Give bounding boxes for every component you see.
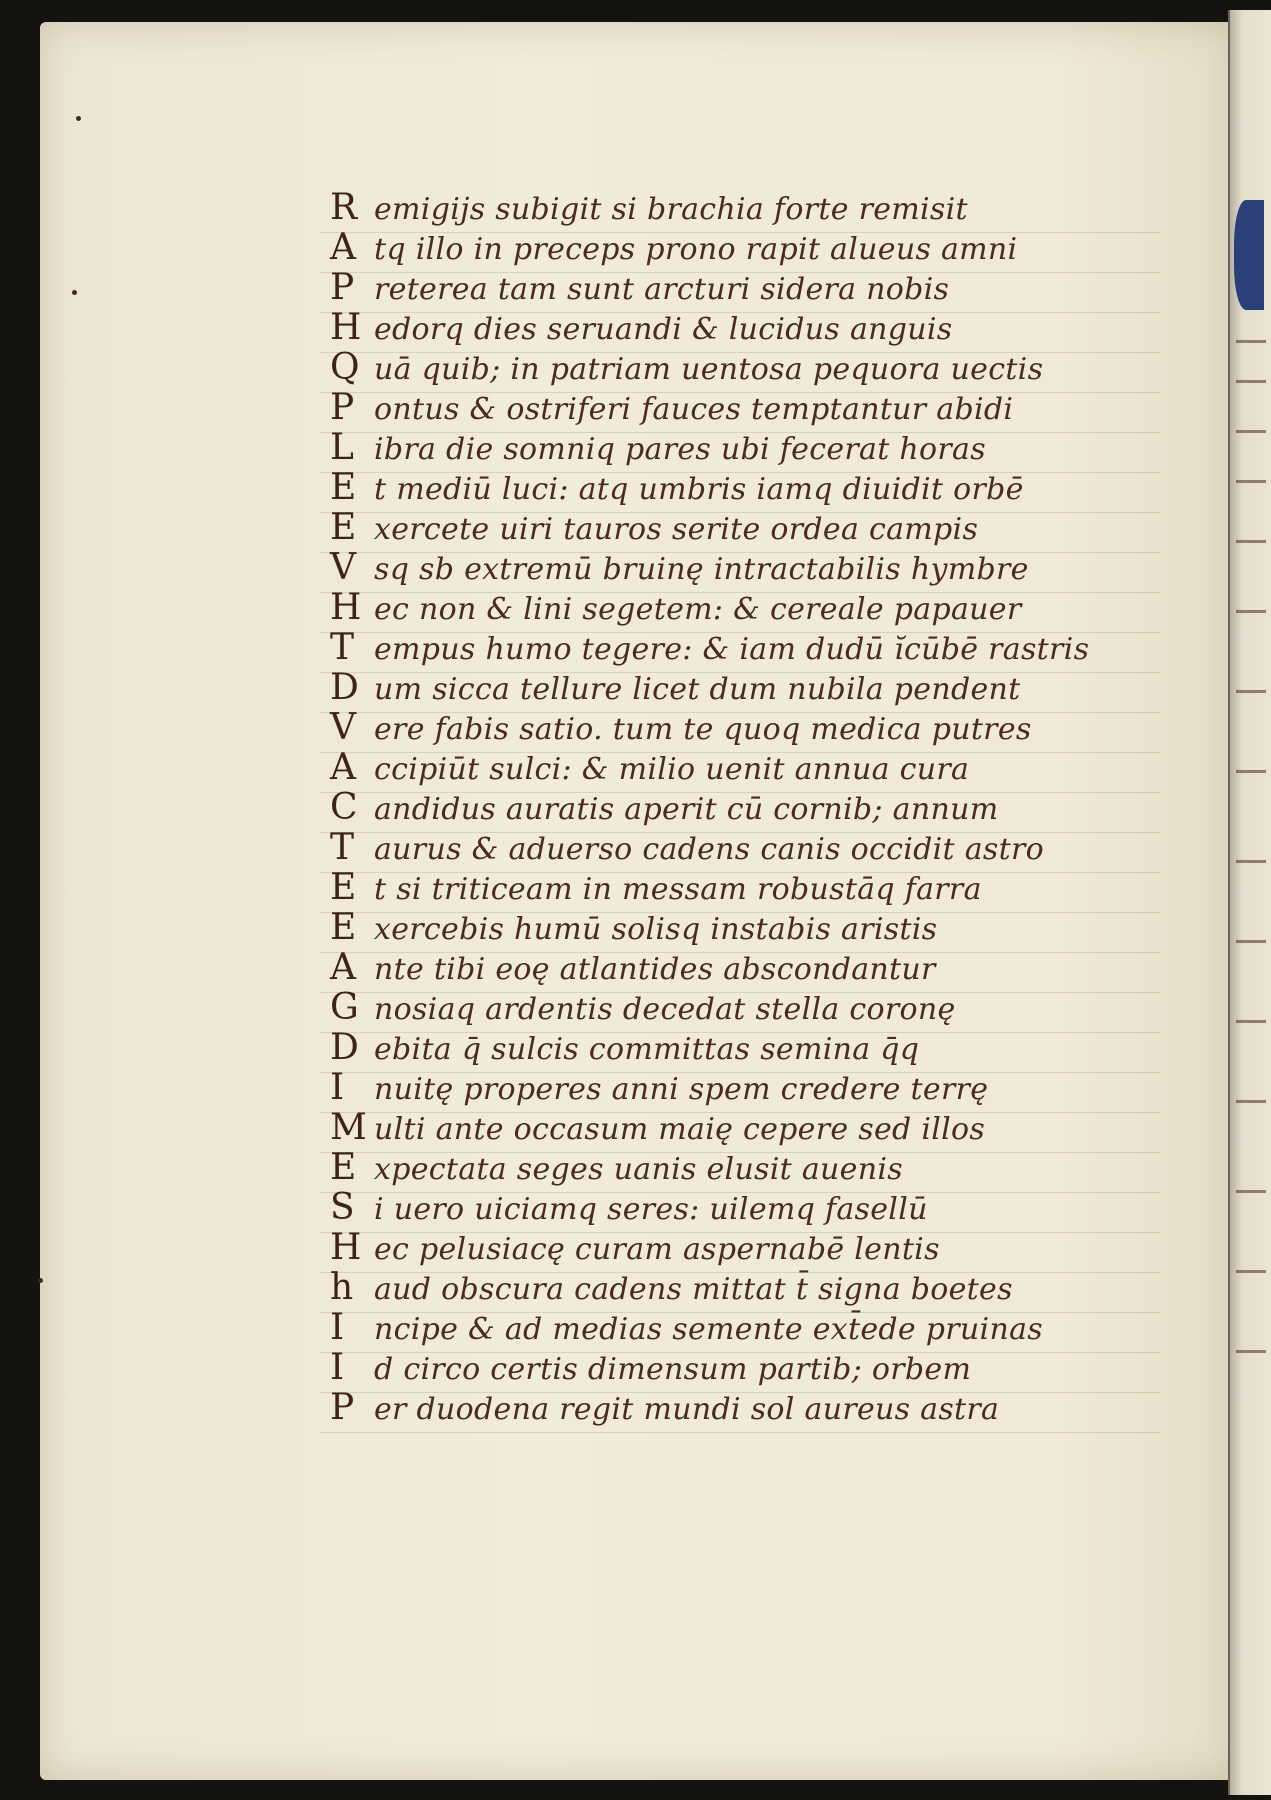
- verse-line: [330, 1108, 1210, 1148]
- verse-text: aurus & aduerso cadens canis occidit astro: [374, 832, 1044, 867]
- verse-initial: I: [330, 1307, 345, 1348]
- verse-line: [330, 988, 1210, 1028]
- verse-initial: h: [330, 1267, 354, 1308]
- verse-initial: R: [330, 187, 358, 228]
- verse-initial: T: [330, 827, 355, 868]
- verse-initial: I: [330, 1347, 345, 1388]
- verse-text: um sicca tellure licet dum nubila pendent: [374, 672, 1021, 707]
- verse-line: [330, 348, 1210, 388]
- verse-text: ebita q̄ sulcis committas semina q̄q: [374, 1032, 920, 1067]
- verse-line: [330, 1268, 1210, 1308]
- verse-line: [330, 388, 1210, 428]
- verse-column: [330, 188, 1210, 1428]
- verse-line: [330, 1028, 1210, 1068]
- verse-text: d circo certis dimensum partib; orbem: [374, 1352, 972, 1387]
- verse-text: i uero uiciamq seres: uilemq fasellū: [374, 1192, 928, 1227]
- verse-line: [330, 548, 1210, 588]
- verse-text: tq illo in preceps prono rapit alueus amni: [374, 232, 1018, 267]
- verse-initial: Q: [330, 347, 360, 388]
- verse-text: ulti ante occasum maię cepere sed illos: [374, 1112, 986, 1147]
- verse-text: ontus & ostriferi fauces temptantur abidi: [374, 392, 1014, 427]
- verse-initial: G: [330, 987, 359, 1028]
- verse-initial: A: [330, 947, 356, 988]
- pricking-mark: [38, 1278, 43, 1283]
- verse-text: nuitę properes anni spem credere terrę: [374, 1072, 989, 1107]
- verse-initial: E: [330, 1147, 357, 1188]
- pricking-mark: [72, 290, 77, 295]
- verse-initial: A: [330, 747, 356, 788]
- text-fragment: [1236, 1190, 1266, 1193]
- verse-text: ec non & lini segetem: & cereale papauer: [374, 592, 1022, 627]
- verse-initial: V: [330, 707, 356, 748]
- verse-line: [330, 788, 1210, 828]
- verse-initial: P: [330, 387, 355, 428]
- verse-initial: S: [330, 1187, 355, 1228]
- text-fragment: [1236, 1020, 1266, 1023]
- verse-line: [330, 868, 1210, 908]
- verse-initial: D: [330, 667, 359, 708]
- verse-line: [330, 1348, 1210, 1388]
- verse-initial: E: [330, 867, 357, 908]
- verse-initial: E: [330, 507, 357, 548]
- verse-line: [330, 628, 1210, 668]
- verse-text: ec pelusiacę curam aspernabē lentis: [374, 1232, 940, 1267]
- text-fragment: [1236, 610, 1266, 613]
- verse-line: [330, 828, 1210, 868]
- text-fragment: [1236, 430, 1266, 433]
- verse-initial: M: [330, 1107, 367, 1148]
- verse-initial: P: [330, 267, 355, 308]
- verse-initial: D: [330, 1027, 359, 1068]
- verse-line: [330, 708, 1210, 748]
- verse-line: [330, 228, 1210, 268]
- verse-line: [330, 308, 1210, 348]
- verse-text: xpectata seges uanis elusit auenis: [374, 1152, 903, 1187]
- verse-initial: H: [330, 587, 362, 628]
- verse-text: ere fabis satio. tum te quoq medica putres: [374, 712, 1032, 747]
- verse-text: xercebis humū solisq instabis aristis: [374, 912, 938, 947]
- verse-initial: I: [330, 1067, 345, 1108]
- facing-page-edge: [1228, 10, 1271, 1795]
- verse-line: [330, 188, 1210, 228]
- verse-line: [330, 1308, 1210, 1348]
- verse-text: uā quib; in patriam uentosa pequora uectis: [374, 352, 1044, 387]
- verse-initial: L: [330, 427, 354, 468]
- verse-initial: T: [330, 627, 355, 668]
- verse-text: reterea tam sunt arcturi sidera nobis: [374, 272, 950, 307]
- verse-initial: V: [330, 547, 356, 588]
- pricking-mark: [76, 116, 81, 121]
- verse-text: sq sb extremū bruinę intractabilis hymbre: [374, 552, 1029, 587]
- verse-line: [330, 508, 1210, 548]
- verse-initial: P: [330, 1387, 355, 1428]
- verse-line: [330, 588, 1210, 628]
- text-fragment: [1236, 940, 1266, 943]
- verse-text: xercete uiri tauros serite ordea campis: [374, 512, 979, 547]
- verse-initial: A: [330, 227, 356, 268]
- text-fragment: [1236, 690, 1266, 693]
- verse-text: nosiaq ardentis decedat stella coronę: [374, 992, 956, 1027]
- text-fragment: [1236, 1100, 1266, 1103]
- verse-line: [330, 1068, 1210, 1108]
- verse-text: edorq dies seruandi & lucidus anguis: [374, 312, 953, 347]
- verse-line: [330, 668, 1210, 708]
- verse-text: empus humo tegere: & iam dudū ĭcūbē rastris: [374, 632, 1090, 667]
- verse-line: [330, 1148, 1210, 1188]
- text-fragment: [1236, 1350, 1266, 1353]
- text-fragment: [1236, 540, 1266, 543]
- verse-text: ccipiūt sulci: & milio uenit annua cura: [374, 752, 970, 787]
- text-fragment: [1236, 1270, 1266, 1273]
- verse-text: ibra die somniq pares ubi fecerat horas: [374, 432, 986, 467]
- verse-text: emigijs subigit si brachia forte remisit: [374, 192, 968, 227]
- verse-line: [330, 1388, 1210, 1428]
- verse-line: [330, 268, 1210, 308]
- verse-line: [330, 948, 1210, 988]
- verse-initial: H: [330, 307, 362, 348]
- verse-line: [330, 1188, 1210, 1228]
- verse-text: er duodena regit mundi sol aureus astra: [374, 1392, 1000, 1427]
- text-fragment: [1236, 480, 1266, 483]
- text-fragment: [1236, 380, 1266, 383]
- verse-line: [330, 468, 1210, 508]
- verse-text: t si triticeam in messam robustāq farra: [374, 872, 982, 907]
- text-fragment: [1236, 770, 1266, 773]
- verse-line: [330, 1228, 1210, 1268]
- text-fragment: [1236, 860, 1266, 863]
- verse-line: [330, 428, 1210, 468]
- verse-text: aud obscura cadens mittat t̄ signa boetes: [374, 1272, 1013, 1307]
- decorated-initial: [1234, 200, 1264, 310]
- verse-text: t mediū luci: atq umbris iamq diuidit orbē: [374, 472, 1024, 507]
- verse-initial: C: [330, 787, 358, 828]
- verse-text: ncipe & ad medias semente ext̄ede pruinas: [374, 1312, 1043, 1347]
- verse-text: nte tibi eoę atlantides abscondantur: [374, 952, 936, 987]
- text-fragment: [1236, 340, 1266, 343]
- verse-line: [330, 908, 1210, 948]
- verse-initial: E: [330, 907, 357, 948]
- verse-initial: E: [330, 467, 357, 508]
- verse-initial: H: [330, 1227, 362, 1268]
- verse-text: andidus auratis aperit cū cornib; annum: [374, 792, 999, 827]
- verse-line: [330, 748, 1210, 788]
